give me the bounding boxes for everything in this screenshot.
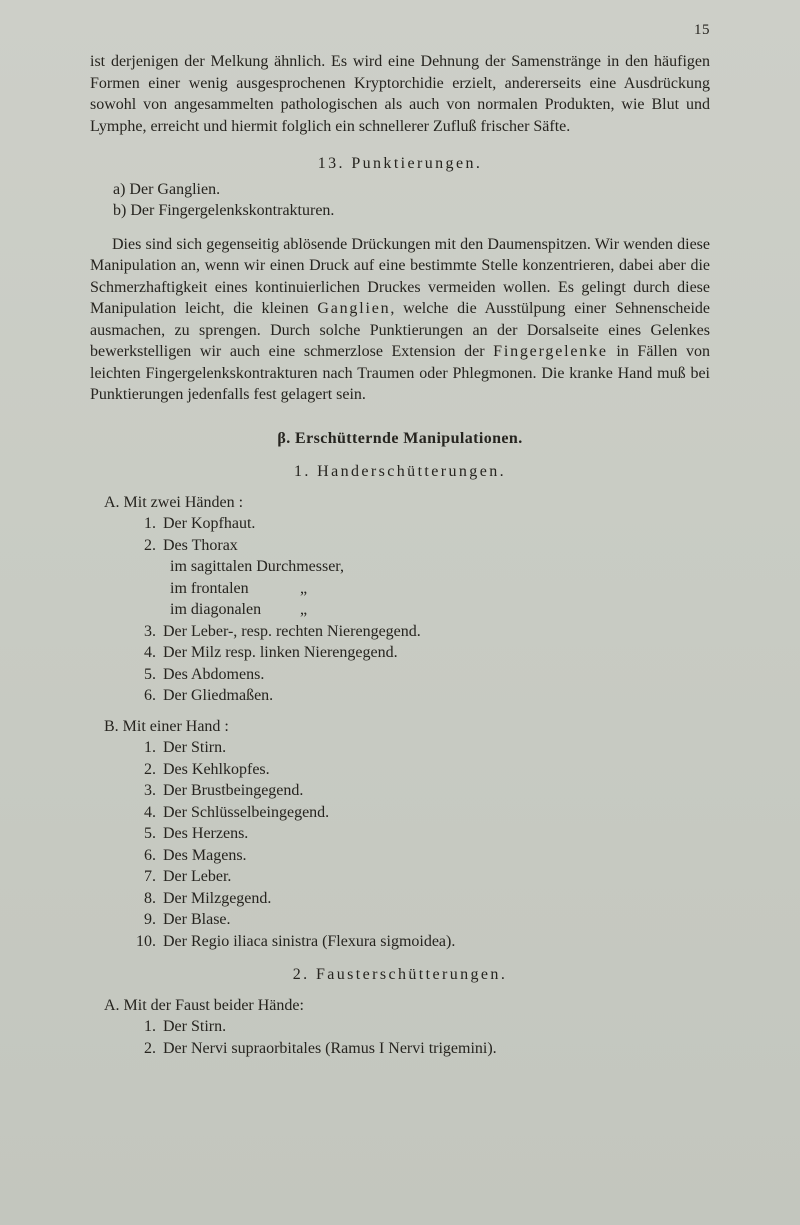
list-item [130, 642, 710, 664]
item-text: Der Schlüsselbeingegend. [163, 803, 330, 821]
item-number: 3. [144, 782, 156, 799]
item-number: 1. [144, 1018, 156, 1035]
list-two-hands [90, 492, 710, 707]
item-number: 9. [144, 911, 156, 928]
thorax-sub-item [170, 556, 710, 578]
item-number: 8. [144, 889, 156, 907]
thorax-sub-item [170, 578, 710, 600]
subitem-b: b) Der Fingergelenkskontrakturen. [113, 202, 335, 219]
item-text: Der Nervi supraorbitales (Ramus I Nervi trigemini). [163, 1039, 497, 1057]
list-item [130, 535, 710, 557]
item-text: Der Gliedmaßen. [163, 687, 274, 704]
item-text: Des Herzens. [163, 825, 249, 842]
list-label-faust: A. Mit der Faust beider Hände: [104, 996, 304, 1014]
list-item [130, 1016, 710, 1038]
subsection-heading-handerschuetterungen: 1. Handerschütterungen. [293, 463, 507, 480]
item-number: 6. [144, 846, 156, 864]
item-number: 4. [144, 644, 156, 661]
item-text: Des Kehlkopfes. [163, 760, 270, 778]
item-text: Der Stirn. [163, 1018, 227, 1035]
item-text: Der Leber. [163, 868, 232, 885]
sub-item-text: im sagittalen Durchmesser, [170, 558, 344, 575]
section-heading-punktierungen: 13. Punktierungen. [317, 155, 483, 172]
list-item [130, 737, 710, 759]
item-text: Der Regio iliaca sinistra (Flexura sigmoidea). [163, 932, 456, 950]
list-item [130, 888, 710, 910]
item-number: 1. [144, 515, 156, 532]
list-item [130, 513, 710, 535]
item-number: 2. [144, 1039, 156, 1057]
list-one-hand [90, 716, 710, 953]
item-number: 6. [144, 687, 156, 704]
ditto-mark: „ [300, 601, 308, 618]
item-text: Des Magens. [163, 846, 247, 864]
page-number: 15 [694, 22, 710, 38]
list-item [130, 780, 710, 802]
item-text: Der Milz resp. linken Nierengegend. [163, 644, 398, 661]
item-number: 7. [144, 868, 156, 885]
list-label-b-one-hand: B. Mit einer Hand : [104, 717, 229, 735]
subsection-heading-fausterschuetterungen: 2. Fausterschütterungen. [292, 966, 508, 983]
paragraph-text: , welche die Ausstülpung einer Sehnenscheide ausmachen, zu sprengen. Durch solche Punktierungen an der Dorsalseite eines Gelenkes bewerkstelligen wir auch eine schmerzlose Extension der [90, 300, 711, 360]
intro-paragraph: ist derjenigen der Melkung ähnlich. Es wird eine Dehnung der Samenstränge in den häufigen Formen einer wenig ausgesprochenen Kryptorchidie erzielt, andererseits eine Ausdrückung sowohl von angesammelten pathologischen als auch von normalen Produkten, wie Blut und Lymphe, erreicht und hiermit folglich ein schnellerer Zufluß frischer Säfte. [90, 53, 710, 135]
subitem-a: a) Der Ganglien. [113, 180, 221, 198]
list-item [130, 866, 710, 888]
list-label-a-two-hands: A. Mit zwei Händen : [104, 493, 244, 511]
item-number: 2. [144, 760, 156, 778]
list-item [130, 802, 710, 824]
list-item [130, 845, 710, 867]
thorax-sub-item [170, 599, 710, 621]
item-text: Der Leber-, resp. rechten Nierengegend. [163, 622, 421, 640]
list-item [130, 685, 710, 707]
item-number: 3. [144, 622, 156, 640]
list-item [130, 931, 710, 953]
punktierungen-paragraph [90, 234, 710, 406]
item-text: Der Stirn. [163, 739, 227, 756]
sub-item-text: im frontalen [170, 579, 249, 597]
list-item [130, 621, 710, 643]
item-text: Des Abdomens. [163, 665, 265, 683]
list-item [130, 823, 710, 845]
item-number: 2. [144, 536, 156, 554]
item-number: 1. [144, 739, 156, 756]
item-text: Der Milzgegend. [163, 889, 272, 907]
item-text: Der Kopfhaut. [163, 515, 256, 532]
punktierungen-sublist [90, 179, 710, 222]
item-text: Der Brustbeingegend. [163, 782, 304, 799]
item-number: 5. [144, 665, 156, 683]
paragraph-text: Dies sind sich gegenseitig ablösende Drückungen mit den Daumenspitzen. Wir wenden diese Manipulation an, wenn wir einen Druck auf eine bestimmte Stelle konzentrieren, dabei aber die Schmerzhaftigkeit eines kontinuierlichen Druckes vermeiden wollen. Es gelingt durch diese Manipulation leicht, die kleinen [90, 235, 710, 317]
ditto-mark: „ [300, 579, 308, 597]
item-number: 4. [144, 803, 156, 821]
emphasized-word: Ganglien [317, 300, 391, 317]
item-text: Der Blase. [163, 911, 231, 928]
sub-item-text: im diagonalen [170, 601, 262, 618]
paragraph-text: in Fällen von leichten Fingergelenkskontrakturen nach Traumen oder Phlegmonen. Die kranke Hand muß bei Punktierungen jedenfalls fest gelagert sein. [90, 343, 710, 403]
list-item [130, 759, 710, 781]
list-faust [90, 995, 710, 1060]
list-item [130, 1038, 710, 1060]
emphasized-word: Fingergelenke [493, 343, 608, 360]
section-heading-erschuetternde: β. Erschütternde Manipulationen. [277, 429, 523, 447]
list-item [130, 664, 710, 686]
item-number: 10. [136, 932, 156, 950]
list-item [130, 909, 710, 931]
item-text: Des Thorax [163, 536, 238, 554]
item-number: 5. [144, 825, 156, 842]
